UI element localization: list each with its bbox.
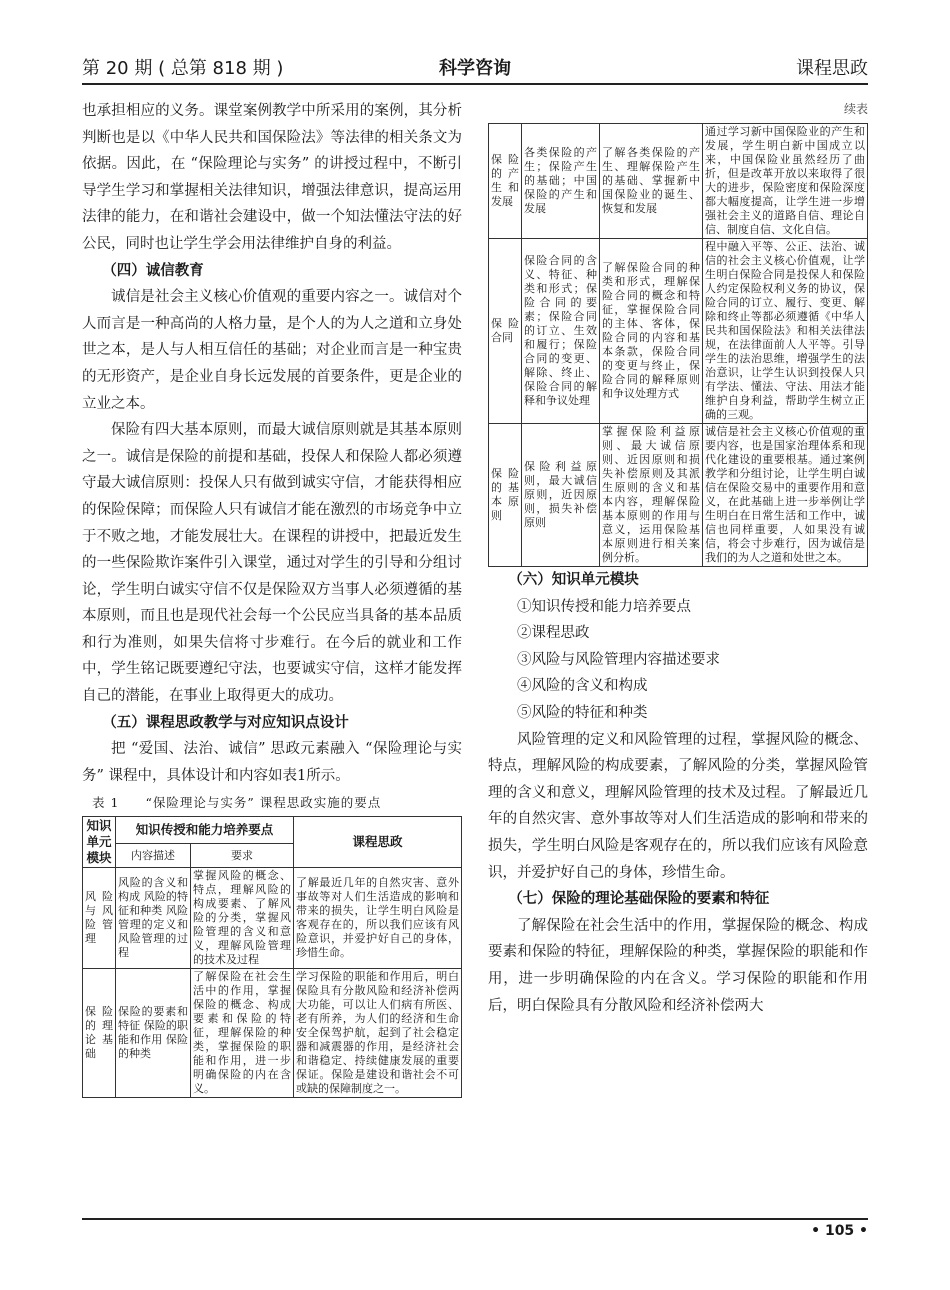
cell-require: 掌握保险利益原则、最大诚信原则、近因原则和损失补偿原则及其派生原则的含义和基本内容，理解保险基本原则的作用与意义，运用保险基本原则进行相关案例分析。 [600,424,703,567]
table-row [489,239,868,424]
cell-ideology: 通过学习新中国保险业的产生和发展，学生明白新中国成立以来，中国保险业虽然经历了曲折，但是改革开放以来取得了很大的进步，保险密度和保险深度都大幅度提高，让学生进一步增强社会主义的道路自信、理论自信、制度自信、文化自信。 [703,124,868,239]
paragraph-law: 也承担相应的义务。课堂案例教学中所采用的案例，其分析判断也是以《中华人民共和国保险法》等法律的相关条文为依据。因此，在 “保险理论与实务” 的讲授过程中，不断引导学生学习和掌握相关法律知识，增强法律意识，提高运用法律的能力，在和谐社会建设中，做一个知法懂法守法的好公民，同时也让学生学会用法律维护自身的利益。 [82,103,462,252]
cell-module: 风险与风险管理 [83,868,116,969]
cell-module: 保险合同 [489,239,522,424]
cell-content: 保险合同的含义、特征、种类和形式；保险合同的要素；保险合同的订立、生效和履行；保险合同的变更、解除、终止、保险合同的解释和争议处理 [522,239,600,424]
table-row [83,868,462,969]
cell-module: 保险的产生和发展 [489,124,522,239]
table-subheader-content: 内容描述 [116,844,191,868]
paragraph-design: 把 “爱国、法治、诚信” 思政元素融入 “保险理论与实务” 课程中，具体设计和内容如表1所示。 [82,741,462,784]
cell-ideology: 诚信是社会主义核心价值观的重要内容，也是国家治理体系和现代化建设的重要根基。通过案例教学和分组讨论，让学生明白诚信在保险交易中的重要作用和意义，在此基础上进一步举例让学生明白在日常生活和工作中，诚信也同样重要，人如果没有诚信，将会寸步难行，因为诚信是我们的为人之道和处世之本。 [703,424,868,567]
table-subheader-require: 要求 [191,844,294,868]
course-ideology-table-continued [488,123,868,567]
course-ideology-table [82,816,462,1098]
table-row [489,424,868,567]
cell-content: 保险的要素和特征 保险的职能和作用 保险的种类 [116,969,191,1098]
list-item: ③风险与风险管理内容描述要求 [517,651,720,668]
journal-title: 科学咨询 [439,58,511,79]
table-row [489,124,868,239]
table-header-knowledge: 知识传授和能力培养要点 [116,817,294,844]
cell-ideology: 了解最近几年的自然灾害、意外事故等对人们生活造成的影响和带来的损失，让学生明白风险是客观存在的，所以我们应该有风险意识，并爱护好自己的身体，珍惜生命。 [294,868,462,969]
list-item: ⑤风险的特征和种类 [517,704,648,721]
cell-ideology: 学习保险的职能和作用后，明白保险具有分散风险和经济补偿两大功能，可以让人们病有所医、老有所养，为人们的经济和生命安全保驾护航，起到了社会稳定器和减震器的作用，是经济社会和谐稳定、持续健康发展的重要保证。保险是建设和谐社会不可或缺的保障制度之一。 [294,969,462,1098]
table-row [83,969,462,1098]
table-header-module: 知识单元模块 [83,817,116,868]
footer-rule [82,1218,868,1220]
paragraph-insurance-basis: 了解保险在社会生活中的作用，掌握保险的概念、构成要素和保险的特征，理解保险的种类，掌握保险的职能和作用，进一步明确保险的内在含义。学习保险的职能和作用后，明白保险具有分散风险和经济补偿两大 [488,917,868,1014]
list-item: ①知识传授和能力培养要点 [517,598,691,615]
table-caption-label: 表 1 [92,795,120,811]
section-heading-modules: （六）知识单元模块 [508,572,639,588]
list-item: ④风险的含义和构成 [517,678,648,695]
cell-content: 保险利益原则，最大诚信原则，近因原则，损失补偿原则 [522,424,600,567]
cell-ideology: 程中融入平等、公正、法治、诚信的社会主义核心价值观，让学生明白保险合同是投保人和保险人约定保险权利义务的协议，保险合同的订立、履行、变更、解除和终止等都必须遵循《中华人民共和国保险法》和相关法律法规，在法律面前人人平等。引导学生的法治思维，增强学生的法治意识，让学生认识到投保人只有学法、懂法、守法、用法才能维护自身利益，帮助学生树立正确的三观。 [703,239,868,424]
cell-module: 保险的基本原则 [489,424,522,567]
paragraph-risk-management: 风险管理的定义和风险管理的过程，掌握风险的概念、特点，理解风险的构成要素，了解风险的分类，掌握风险管理的含义和意义，理解风险管理的技术及过程。了解最近几年的自然灾害、意外事故等对人们生活造成的影响和带来的损失，学生明白风险是客观存在的，所以我们应该有风险意识，并爱护好自己的身体，珍惜生命。 [488,731,868,881]
page-header [82,50,868,82]
paragraph-integrity-principle: 保险有四大基本原则，而最大诚信原则就是其基本原则之一。诚信是保险的前提和基础，投保人和保险人都必须遵守最大诚信原则：投保人只有做到诚实守信，才能获得相应的保险保障；而保险人只有诚信才能在激烈的市场竞争中立于不败之地，才能发展壮大。在课程的讲授中，把最近发生的一些保险欺诈案件引入课堂，通过对学生的引导和分组讨论，学生明白诚实守信不仅是保险双方当事人必须遵循的基本原则，而且也是现代社会每一个公民应当具备的基本品质和行为准则，如果失信将寸步难行。在今后的就业和工作中，学生铭记既要遵纪守法，也要诚实守信，这样才能发挥自己的潜能，在事业上取得更大的成功。 [82,422,462,705]
table-caption [82,793,462,813]
table-header-ideology: 课程思政 [294,817,462,868]
section-heading-integrity: （四）诚信教育 [102,262,204,279]
list-item: ②课程思政 [517,625,590,642]
page-number: • 105 • [811,1223,868,1239]
cell-require: 了解保险合同的种类和形式，理解保险合同的概念和特征，掌握保险合同的主体、客体，保险合同的内容和基本条款，保险合同的变更与终止，保险合同的解释原则和争议处理方式 [600,239,703,424]
header-rule [82,83,868,85]
cell-require: 了解各类保险的产生、理解保险产生的基础、掌握新中国保险业的诞生、恢复和发展 [600,124,703,239]
cell-content: 风险的含义和构成 风险的特征和种类 风险管理的定义和风险管理的过程 [116,868,191,969]
cell-module: 保险的理论基础 [83,969,116,1098]
table-continued-label: 续表 [843,102,868,116]
table-caption-title: “保险理论与实务” 课程思政实施的要点 [145,795,382,811]
cell-require: 了解保险在社会生活中的作用，掌握保险的概念、构成要素和保险的特征，理解保险的种类，掌握保险的职能和作用，进一步明确保险的内在含义。 [191,969,294,1098]
cell-require: 掌握风险的概念、特点，理解风险的构成要素、了解风险的分类，掌握风险管理的含义和意义，理解风险管理的技术及过程 [191,868,294,969]
column-name: 课程思政 [796,58,868,79]
right-column [488,98,868,1019]
cell-content: 各类保险的产生；保险产生的基础；中国保险的产生和发展 [522,124,600,239]
left-column [82,98,462,1098]
issue-number: 第 20 期 ( 总第 818 期 ) [82,58,284,79]
paragraph-integrity-intro: 诚信是社会主义核心价值观的重要内容之一。诚信对个人而言是一种高尚的人格力量，是个人的为人之道和立身处世之本，是人与人相互信任的基础；对企业而言是一种宝贵的无形资产，是企业自身长远发展的首要条件，更是企业的立业之本。 [82,289,462,412]
section-heading-insurance-basis: （七）保险的理论基础保险的要素和特征 [508,891,770,908]
section-heading-design: （五）课程思政教学与对应知识点设计 [102,714,349,731]
